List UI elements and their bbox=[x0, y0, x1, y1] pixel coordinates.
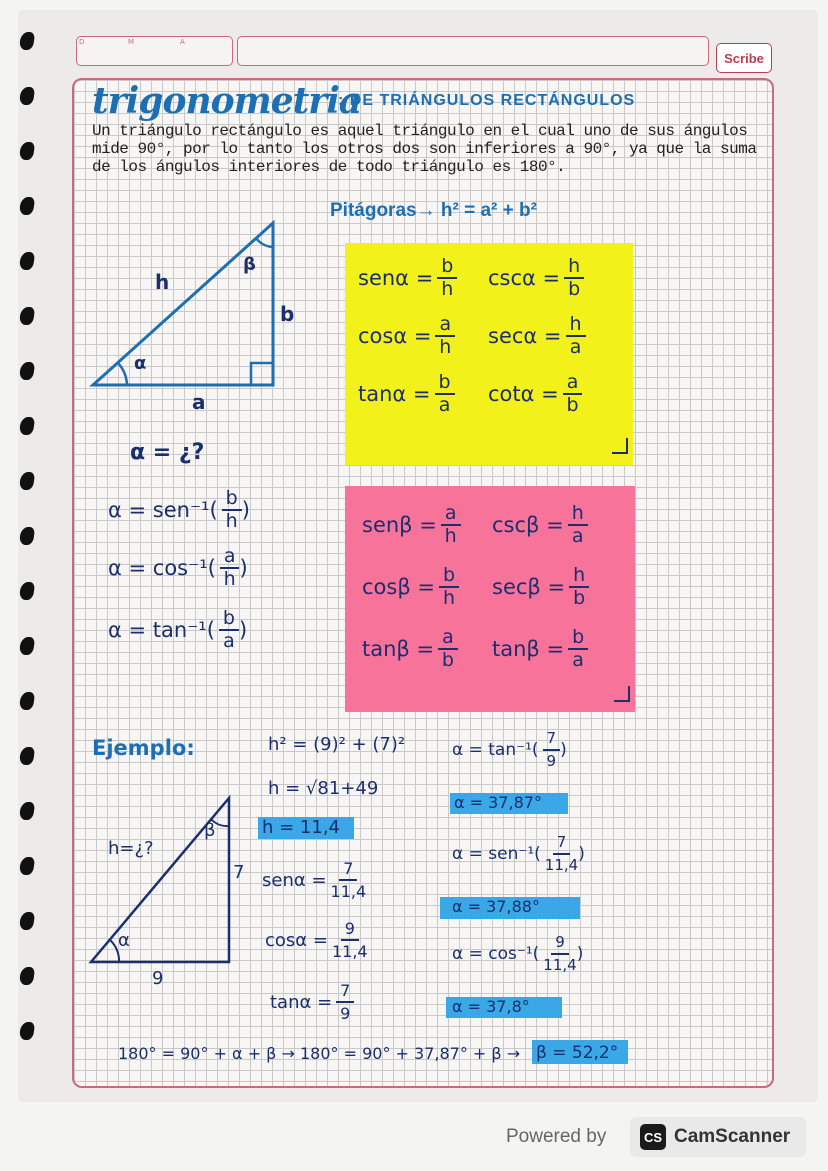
inv-fraction bbox=[219, 608, 239, 652]
yellow-den: h bbox=[441, 278, 454, 300]
example-hsqrt: h = √81+49 bbox=[268, 778, 379, 799]
yellow-formula bbox=[488, 314, 586, 358]
pink-lhs: cosβ = bbox=[362, 575, 436, 599]
example-beta: β bbox=[204, 820, 216, 841]
example-h-label: h=¿? bbox=[108, 838, 154, 859]
inv-den: h bbox=[223, 568, 236, 590]
pink-formula bbox=[362, 565, 459, 609]
pink-num: a bbox=[438, 627, 458, 650]
yellow-lhs: senα = bbox=[358, 266, 434, 290]
alpha-arc bbox=[118, 363, 127, 385]
inv-num: b bbox=[222, 488, 242, 511]
ex-tan-den: 9 bbox=[340, 1004, 351, 1023]
example-a2-result: α = 37,88° bbox=[452, 897, 540, 916]
ex-a3-num: 9 bbox=[551, 932, 569, 955]
inverse-sen-formula bbox=[108, 488, 250, 532]
ex-tan-lhs: tanα = bbox=[270, 991, 333, 1013]
scribe-logo: Scribe bbox=[716, 43, 772, 73]
example-triangle-diagram bbox=[85, 790, 245, 970]
pink-formula bbox=[492, 503, 588, 547]
pink-den: a bbox=[571, 525, 584, 547]
ex-cos-frac bbox=[332, 918, 368, 962]
ex-a3-den: 11,4 bbox=[543, 956, 577, 974]
pink-lhs: tanβ = bbox=[492, 637, 565, 661]
month-mark: M bbox=[128, 38, 135, 46]
yellow-formula bbox=[358, 314, 455, 358]
example-final-result: β = 52,2° bbox=[536, 1043, 619, 1063]
ex-a1-num: 7 bbox=[543, 728, 561, 751]
beta-arc bbox=[256, 238, 273, 247]
tri-alpha-label: α bbox=[134, 353, 147, 374]
example-a3 bbox=[452, 932, 583, 976]
tri-a-label: a bbox=[192, 390, 206, 414]
yellow-formula bbox=[488, 372, 582, 416]
yellow-den: a bbox=[569, 336, 582, 358]
example-cos bbox=[265, 918, 368, 962]
yellow-fraction bbox=[564, 256, 584, 300]
pink-fraction bbox=[569, 565, 589, 609]
year-mark: A bbox=[180, 38, 185, 46]
tri-beta-label: β bbox=[243, 254, 256, 275]
intro-paragraph: Un triángulo rectángulo es aquel triángulo en el cual uno de sus ángulos mide 90°, por lo tanto los otros dos son inferiores a 90°, ya que la suma de los ángulos interiores de todo triángulo es 180°. bbox=[92, 122, 757, 176]
page-subtitle: : DE TRIÁNGULOS RECTÁNGULOS bbox=[338, 92, 636, 109]
yellow-fold-mark bbox=[612, 438, 628, 454]
page-title: trigonometria bbox=[92, 80, 362, 122]
powered-by-text: Powered by bbox=[506, 1126, 607, 1147]
yellow-formula bbox=[488, 256, 584, 300]
inverse-cos-formula bbox=[108, 546, 248, 590]
triangle-shape bbox=[93, 223, 273, 385]
pink-num: b bbox=[439, 565, 459, 588]
ex-tan-num: 7 bbox=[336, 980, 354, 1003]
pink-fraction bbox=[439, 565, 459, 609]
yellow-den: b bbox=[566, 394, 579, 416]
yellow-formula bbox=[358, 256, 457, 300]
pink-num: h bbox=[568, 503, 588, 526]
pink-den: b bbox=[573, 587, 586, 609]
pink-den: h bbox=[444, 525, 457, 547]
pink-lhs: secβ = bbox=[492, 575, 566, 599]
yellow-lhs: secα = bbox=[488, 324, 562, 348]
example-sen bbox=[262, 858, 366, 902]
yellow-num: b bbox=[435, 372, 455, 395]
inv-lhs: α = tan⁻¹( bbox=[108, 618, 215, 642]
inv-fraction bbox=[220, 546, 240, 590]
pink-num: b bbox=[568, 627, 588, 650]
title-box bbox=[237, 36, 709, 66]
yellow-fraction bbox=[437, 256, 457, 300]
ex-cos-lhs: cosα = bbox=[265, 929, 328, 951]
ex-a2-frac bbox=[545, 832, 578, 876]
yellow-fraction bbox=[435, 314, 455, 358]
ex-a1-rhs: ) bbox=[560, 740, 567, 760]
pink-fold-mark bbox=[614, 686, 630, 702]
pink-fraction bbox=[441, 503, 461, 547]
pink-den: a bbox=[572, 649, 584, 671]
inv-num: b bbox=[219, 608, 239, 631]
ex-a2-den: 11,4 bbox=[544, 856, 579, 874]
inv-fraction bbox=[222, 488, 242, 532]
ex-sen-frac bbox=[331, 858, 367, 902]
ex-a1-lhs: α = tan⁻¹( bbox=[452, 740, 539, 760]
ex-sen-lhs: senα = bbox=[262, 869, 327, 891]
yellow-num: a bbox=[563, 372, 583, 395]
inv-den: a bbox=[223, 630, 235, 652]
example-alpha: α bbox=[118, 930, 130, 951]
pink-lhs: cscβ = bbox=[492, 513, 564, 537]
camscanner-badge bbox=[630, 1117, 806, 1157]
example-tan bbox=[270, 980, 354, 1024]
tri-b-label: b bbox=[280, 302, 295, 326]
pink-num: h bbox=[569, 565, 589, 588]
pink-fraction bbox=[568, 627, 588, 671]
alpha-question: α = ¿? bbox=[130, 440, 205, 465]
pink-den: h bbox=[443, 587, 456, 609]
pink-fraction bbox=[568, 503, 588, 547]
example-a2 bbox=[452, 832, 585, 876]
day-mark: D bbox=[79, 38, 85, 46]
pink-formula bbox=[492, 627, 588, 671]
inv-rhs: ) bbox=[239, 556, 248, 580]
pink-formula bbox=[362, 627, 458, 671]
pink-den: b bbox=[441, 649, 454, 671]
pink-formula bbox=[362, 503, 461, 547]
yellow-num: h bbox=[566, 314, 586, 337]
ex-sen-num: 7 bbox=[339, 858, 357, 881]
example-a1-result: α = 37,87° bbox=[454, 793, 542, 812]
example-a3-result: α = 37,8° bbox=[452, 997, 530, 1016]
yellow-num: a bbox=[435, 314, 455, 337]
example-final-equation: 180° = 90° + α + β → 180° = 90° + 37,87° + β → bbox=[118, 1044, 521, 1063]
example-side9: 9 bbox=[152, 968, 164, 989]
pink-lhs: tanβ = bbox=[362, 637, 435, 661]
pink-num: a bbox=[441, 503, 461, 526]
yellow-formula bbox=[358, 372, 455, 416]
ex-a1-den: 9 bbox=[546, 752, 557, 770]
example-label: Ejemplo: bbox=[92, 736, 195, 760]
inv-num: a bbox=[220, 546, 240, 569]
inv-lhs: α = cos⁻¹( bbox=[108, 556, 216, 580]
yellow-lhs: cotα = bbox=[488, 382, 559, 406]
ex-sen-den: 11,4 bbox=[330, 882, 367, 901]
yellow-num: h bbox=[564, 256, 584, 279]
ex-a1-frac bbox=[543, 728, 561, 772]
yellow-num: b bbox=[437, 256, 457, 279]
ex-a2-rhs: ) bbox=[578, 844, 585, 864]
yellow-lhs: cscα = bbox=[488, 266, 561, 290]
pitagoras-formula: Pitágoras→ h² = a² + b² bbox=[330, 200, 537, 221]
ex-cos-den: 11,4 bbox=[331, 942, 368, 961]
example-hval: h = 11,4 bbox=[262, 817, 341, 838]
inv-rhs: ) bbox=[238, 618, 248, 642]
inverse-tan-formula bbox=[108, 608, 247, 652]
pink-lhs: senβ = bbox=[362, 513, 437, 537]
inv-lhs: α = sen⁻¹( bbox=[108, 498, 218, 522]
camscanner-icon: CS bbox=[640, 1124, 666, 1150]
pink-formula bbox=[492, 565, 589, 609]
yellow-fraction bbox=[563, 372, 583, 416]
ex-a2-lhs: α = sen⁻¹( bbox=[452, 844, 541, 864]
camscanner-name: CamScanner bbox=[674, 1126, 791, 1147]
pink-fraction bbox=[438, 627, 458, 671]
example-side7: 7 bbox=[233, 862, 245, 883]
ex-a3-frac bbox=[543, 932, 576, 976]
yellow-fraction bbox=[435, 372, 455, 416]
yellow-den: a bbox=[438, 394, 451, 416]
ex-cos-num: 9 bbox=[341, 918, 359, 941]
ex-a2-num: 7 bbox=[553, 832, 571, 855]
ex-a3-lhs: α = cos⁻¹( bbox=[452, 944, 540, 964]
yellow-lhs: tanα = bbox=[358, 382, 431, 406]
example-h2: h² = (9)² + (7)² bbox=[268, 734, 406, 755]
ex-tan-frac bbox=[336, 980, 354, 1024]
yellow-den: b bbox=[568, 278, 581, 300]
tri-h-label: h bbox=[155, 270, 170, 294]
ex-a3-rhs: ) bbox=[576, 944, 584, 964]
right-angle-mark bbox=[251, 363, 273, 385]
date-box bbox=[76, 36, 233, 66]
inv-rhs: ) bbox=[241, 498, 250, 522]
yellow-den: h bbox=[439, 336, 452, 358]
example-a1 bbox=[452, 728, 567, 772]
inv-den: h bbox=[225, 510, 238, 532]
right-triangle-diagram bbox=[85, 215, 285, 390]
yellow-fraction bbox=[566, 314, 586, 358]
yellow-lhs: cosα = bbox=[358, 324, 432, 348]
